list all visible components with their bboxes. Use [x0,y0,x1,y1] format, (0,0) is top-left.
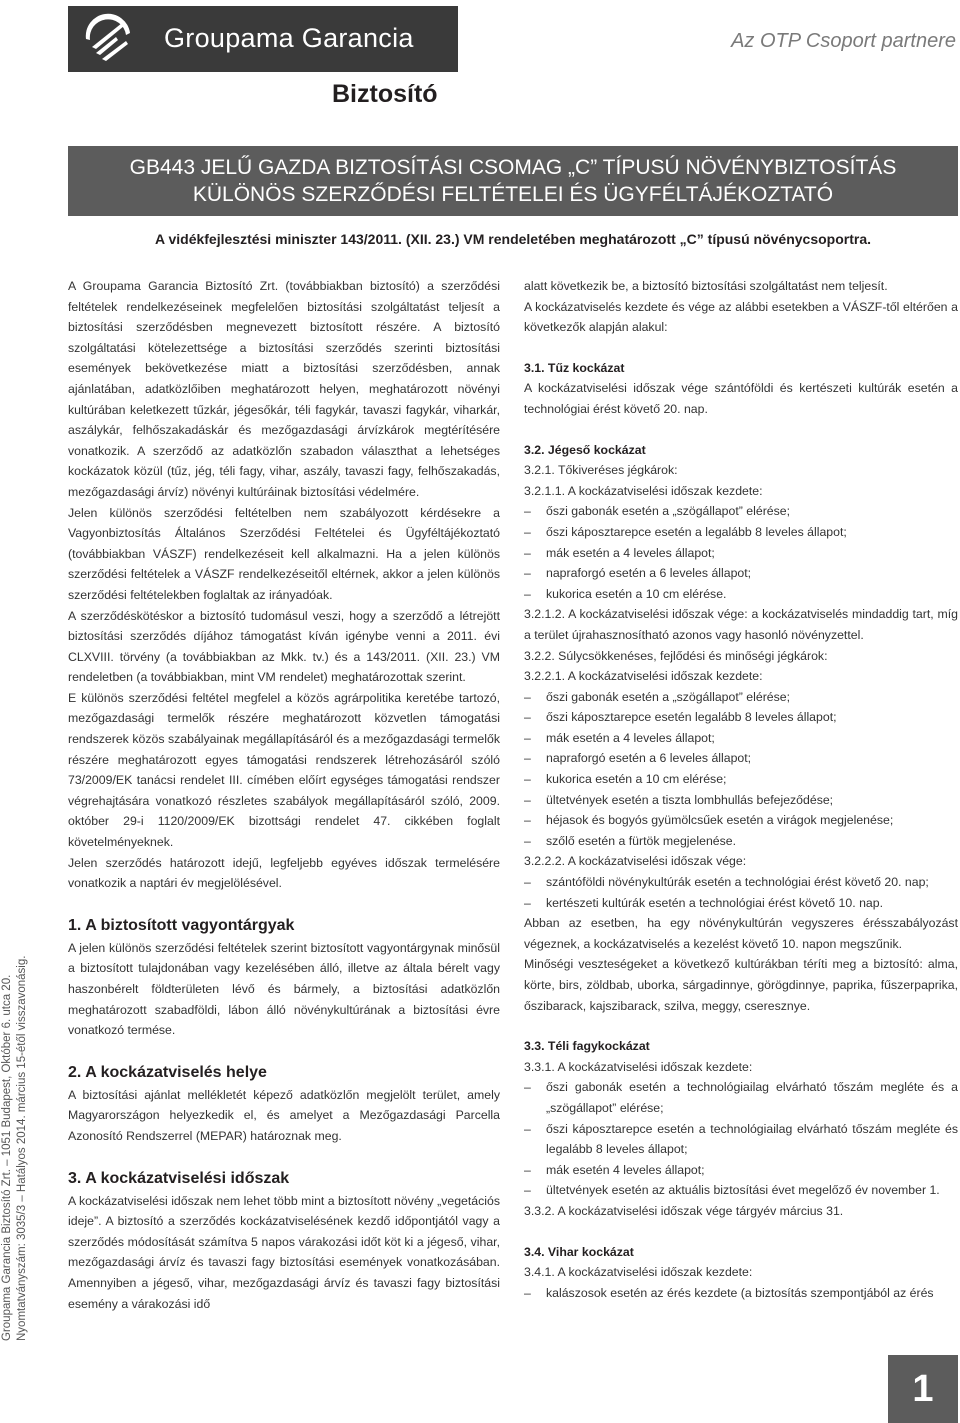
right-column [524,276,958,1303]
list-item: – kertészeti kultúrák esetén a technológiai érést követő 10. nap. [524,893,958,914]
section-3-text: A kockázatviselési időszak nem lehet több mint a biztosított növény „vegetációs ideje”. A biztosító a szerződés kockázatviselésének kezdő időpontjától vagy a szerződés módosítását számítva 5 napos várakozási időt köt ki a jégeső, vihar, mezőgazdasági árvíz és tavaszi fagy biztosítási események vonatkozásában. Amennyiben a jégeső, vihar, mezőgazdasági árvíz és tavaszi fagy biztosítási esemény a várakozási idő [68,1193,500,1311]
list-item: – kukorica esetén a 10 cm elérése; [524,769,958,790]
term-paragraph: Jelen szerződés határozott idejű, legfeljebb egyéves időszak termelésére vonatkozik a naptári év megjelölésével. [68,855,500,891]
list-item: – héjasok és bogyós gyümölcsűek esetén a virágok megjelenése; [524,810,958,831]
list-item: – mák esetén a 4 leveles állapot; [524,728,958,749]
vaszf-paragraph: Jelen különös szerződési feltételben nem szabályozott kérdésekre a Vagyonbiztosítás Általános Szerződési Feltételei és Ügyféltájékoztató (továbbiakban VÁSZF) rendelkezéseit kell alkalmazni. Ha a jelen különös szerződési feltételek a VÁSZF rendelkezéseitől eltérnek, akkor a jelen különös szerződési feltételekben foglaltak az irányadóak. [68,505,500,602]
list-item: – szántóföldi növénykultúrák esetén a technológiai érést követő 20. nap; [524,872,958,893]
groupama-logo-icon [82,13,134,65]
section-3-3-1-text: 3.3.1. A kockázatviselési időszak kezdete: [524,1059,753,1074]
list-item: – őszi gabonák esetén a „szögállapot” elérése; [524,687,958,708]
logo-text: Groupama Garancia [164,23,414,53]
section-3-2-2-text: 3.2.2. Súlycsökkenéses, fejlődési és minőségi jégkárok: [524,648,828,663]
list-item: – őszi káposztarepce esetén a technológiailag elvárható tőszám megléte és legalább 8 leveles állapot; [524,1119,958,1160]
section-3-2-1-2-text: 3.2.1.2. A kockázatviselési időszak vége: a kockázatviselés mindaddig tart, míg a terület újrahasznosítható azonos vagy hasonló növényzettel. [524,607,958,642]
partner-tagline: Az OTP Csoport partnere [731,30,956,52]
section-2-text: A biztosítási ajánlat mellékletét képező adatközlőn megjelölt terület, amely Magyarországon helyezkedik el, és amelyet a Mezőgazdasági Parcella Azonosító Rendszerrel (MEPAR) határoznak meg. [68,1087,500,1143]
list-item: – őszi gabonák esetén a technológiailag elvárható tőszám megléte és a „szögállapot” elérése; [524,1077,958,1118]
section-3-3-heading: 3.3. Téli fagykockázat [524,1039,650,1054]
list-item: – őszi káposztarepce esetén a legalább 8 leveles állapot; [524,522,958,543]
list-item: – napraforgó esetén a 6 leveles állapot; [524,563,958,584]
section-3-2-1-1-text: 3.2.1.1. A kockázatviselési időszak kezdete: [524,483,763,498]
list-item: – mák esetén 4 leveles állapot; [524,1160,958,1181]
section-1-text: A jelen különös szerződési feltételek szerint biztosított vagyontárgynak minősül a biztosított tulajdonában vagy kezelésében álló, illetve az általa bérelt vagy haszonbérelt földterületen lévő és bármely, a biztosítási adatközlőn meghatározott szabadföldi, lábon álló növénykultúrának a biztosítási évre vonatkozó termése. [68,940,500,1038]
brand-subtitle: Biztosító [332,80,438,108]
section-3-2-2-1-text: 3.2.2.1. A kockázatviselési időszak kezdete: [524,669,763,684]
section-2-heading: 2. A kockázatviselés helye [68,1063,267,1081]
section-3-2-1-text: 3.2.1. Tőkiveréses jégkárok: [524,463,678,478]
list-item: – ültetvények esetén a tiszta lombhullás befejeződése; [524,790,958,811]
section-1-heading: 1. A biztosított vagyontárgyak [68,916,295,934]
document-title [68,146,958,216]
section-3-1-text: A kockázatviselési időszak vége szántóföldi és kertészeti kultúrák esetén a technológiai érést követő 20. nap. [524,381,958,416]
intro-paragraph: A Groupama Garancia Biztosító Zrt. (továbbiakban biztosító) a szerződési feltételek rendelkezéseinek megfelelően biztosítási szolgáltatást teljesít a biztosítási szerződésben megnevezett biztosított részére. A biztosító szolgáltatási kötelezettsége a biztosítási szerződés szerinti biztosítási események bekövetkezése miatt a biztosítási szerződésben, annak ajánlatában, adatközlőiben meghatározott helyen, meghatározott növényi kultúrában keletkezett tűzkár, jégesőkár, téli fagykár, tavaszi fagykár, viharkár, aszálykár, felhőszakadáskár és mezőgazdasági árvízkárok megtérítésére vonatkozik. A szerződő az adatközlőn szabadon választhat a lehetséges kockázatok közül (tűz, jég, téli fagy, vihar, aszály, tavaszi fagy, felhőszakadás, mezőgazdasági árvíz) növényi kultúráinak biztosítási védelmére. [68,279,500,499]
side-imprint [0,921,44,1341]
list-item: – ültetvények esetén az aktuális biztosítási évet megelőző év november 1. [524,1180,958,1201]
risk-period-intro: A kockázatviselés kezdete és vége az alábbi esetekben a VÁSZF-től eltérően a következők alapján alakul: [524,299,958,335]
list-item: – kalászosok esetén az érés kezdete (a biztosítás szempontjából az érés [524,1283,958,1304]
support-paragraph: A szerződéskötéskor a biztosító tudomásul veszi, hogy a szerződő a létrejött biztosítási szerződés díjához támogatást kíván igénybe venni a 2011. évi CLXVIII. törvény (a továbbiakban az Mkk. tv.) és a 143/2011. (XII. 23.) VM rendeletben (a továbbiakban, mint VM rendelet) meghatározottak szerint. [68,608,500,685]
list-item: – napraforgó esetén a 6 leveles állapot; [524,748,958,769]
decree-reference: A vidékfejlesztési miniszter 143/2011. (XII. 23.) VM rendeletében meghatározott „C” típusú növénycsoportra. [154,231,872,247]
continuation-text: alatt következik be, a biztosító biztosítási szolgáltatást nem teljesít. [524,279,888,293]
left-column [68,276,500,1314]
section-3-2-heading: 3.2. Jégeső kockázat [524,442,646,457]
title-line-2: KÜLÖNÖS SZERZŐDÉSI FELTÉTELEI ÉS ÜGYFÉLTÁJÉKOZTATÓ [192,183,834,206]
eu-regulation-paragraph: E különös szerződési feltétel megfelel a közös agrárpolitika keretébe tartozó, mezőgazdasági termelők részére meghatározott közvetlen támogatási rendszerek közös szabályainak megállapításáról és a mezőgazdasági termelők részére meghatározott egyes támogatási rendszerek létrehozásáról szóló 73/2009/EK tanácsi rendelet III. címében előírt egységes támogatási rendszer végrehajtására vonatkozó részletes szabályok megállapításáról szóló, 2009. október 29-i 1120/2009/EK bizottsági rendelet 47. cikkében foglalt követelményeknek. [68,690,500,850]
ripening-paragraph: Abban az esetben, ha egy növénykultúrán vegyszeres érésszabályozást végeznek, a kockázatviselés a kezelést követő 10. napon megszűnik. [524,916,958,951]
logo-banner [68,6,458,72]
section-3-4-heading: 3.4. Vihar kockázat [524,1244,634,1259]
list-item: – mák esetén a 4 leveles állapot; [524,543,958,564]
section-3-3-2-text: 3.3.2. A kockázatviselési időszak vége tárgyév március 31. [524,1203,844,1218]
list-item: – őszi gabonák esetén a „szögállapot” elérése; [524,501,958,522]
side-imprint-line-2: Nyomtatványszám: 3035/3 – Hatályos 2014. március 15-étől visszavonásig. [16,955,28,1341]
list-item: – szőlő esetén a fürtök megjelenése. [524,831,958,852]
quality-loss-paragraph: Minőségi veszteségeket a következő kultúrákban téríti meg a biztosító: alma, körte, birs, zöldbab, uborka, sárgadinnye, görögdinnye, paprika, fűszerpaprika, őszibarack, kajszibarack, szilva, meggy, cseresznye. [524,957,958,1013]
section-3-4-1-text: 3.4.1. A kockázatviselési időszak kezdete: [524,1265,753,1280]
page-number: 1 [888,1355,958,1423]
list-item: – kukorica esetén a 10 cm elérése. [524,584,958,605]
section-3-heading: 3. A kockázatviselési időszak [68,1169,290,1187]
section-3-2-2-2-text: 3.2.2.2. A kockázatviselési időszak vége: [524,854,747,869]
title-line-1: GB443 JELŰ GAZDA BIZTOSÍTÁSI CSOMAG „C” TÍPUSÚ NÖVÉNYBIZTOSÍTÁS [129,156,897,179]
side-imprint-line-1: Groupama Garancia Biztosító Zrt. – 1051 Budapest, Október 6. utca 20. [1,974,13,1341]
section-3-1-heading: 3.1. Tűz kockázat [524,360,625,375]
list-item: – őszi káposztarepce esetén legalább 8 leveles állapot; [524,707,958,728]
